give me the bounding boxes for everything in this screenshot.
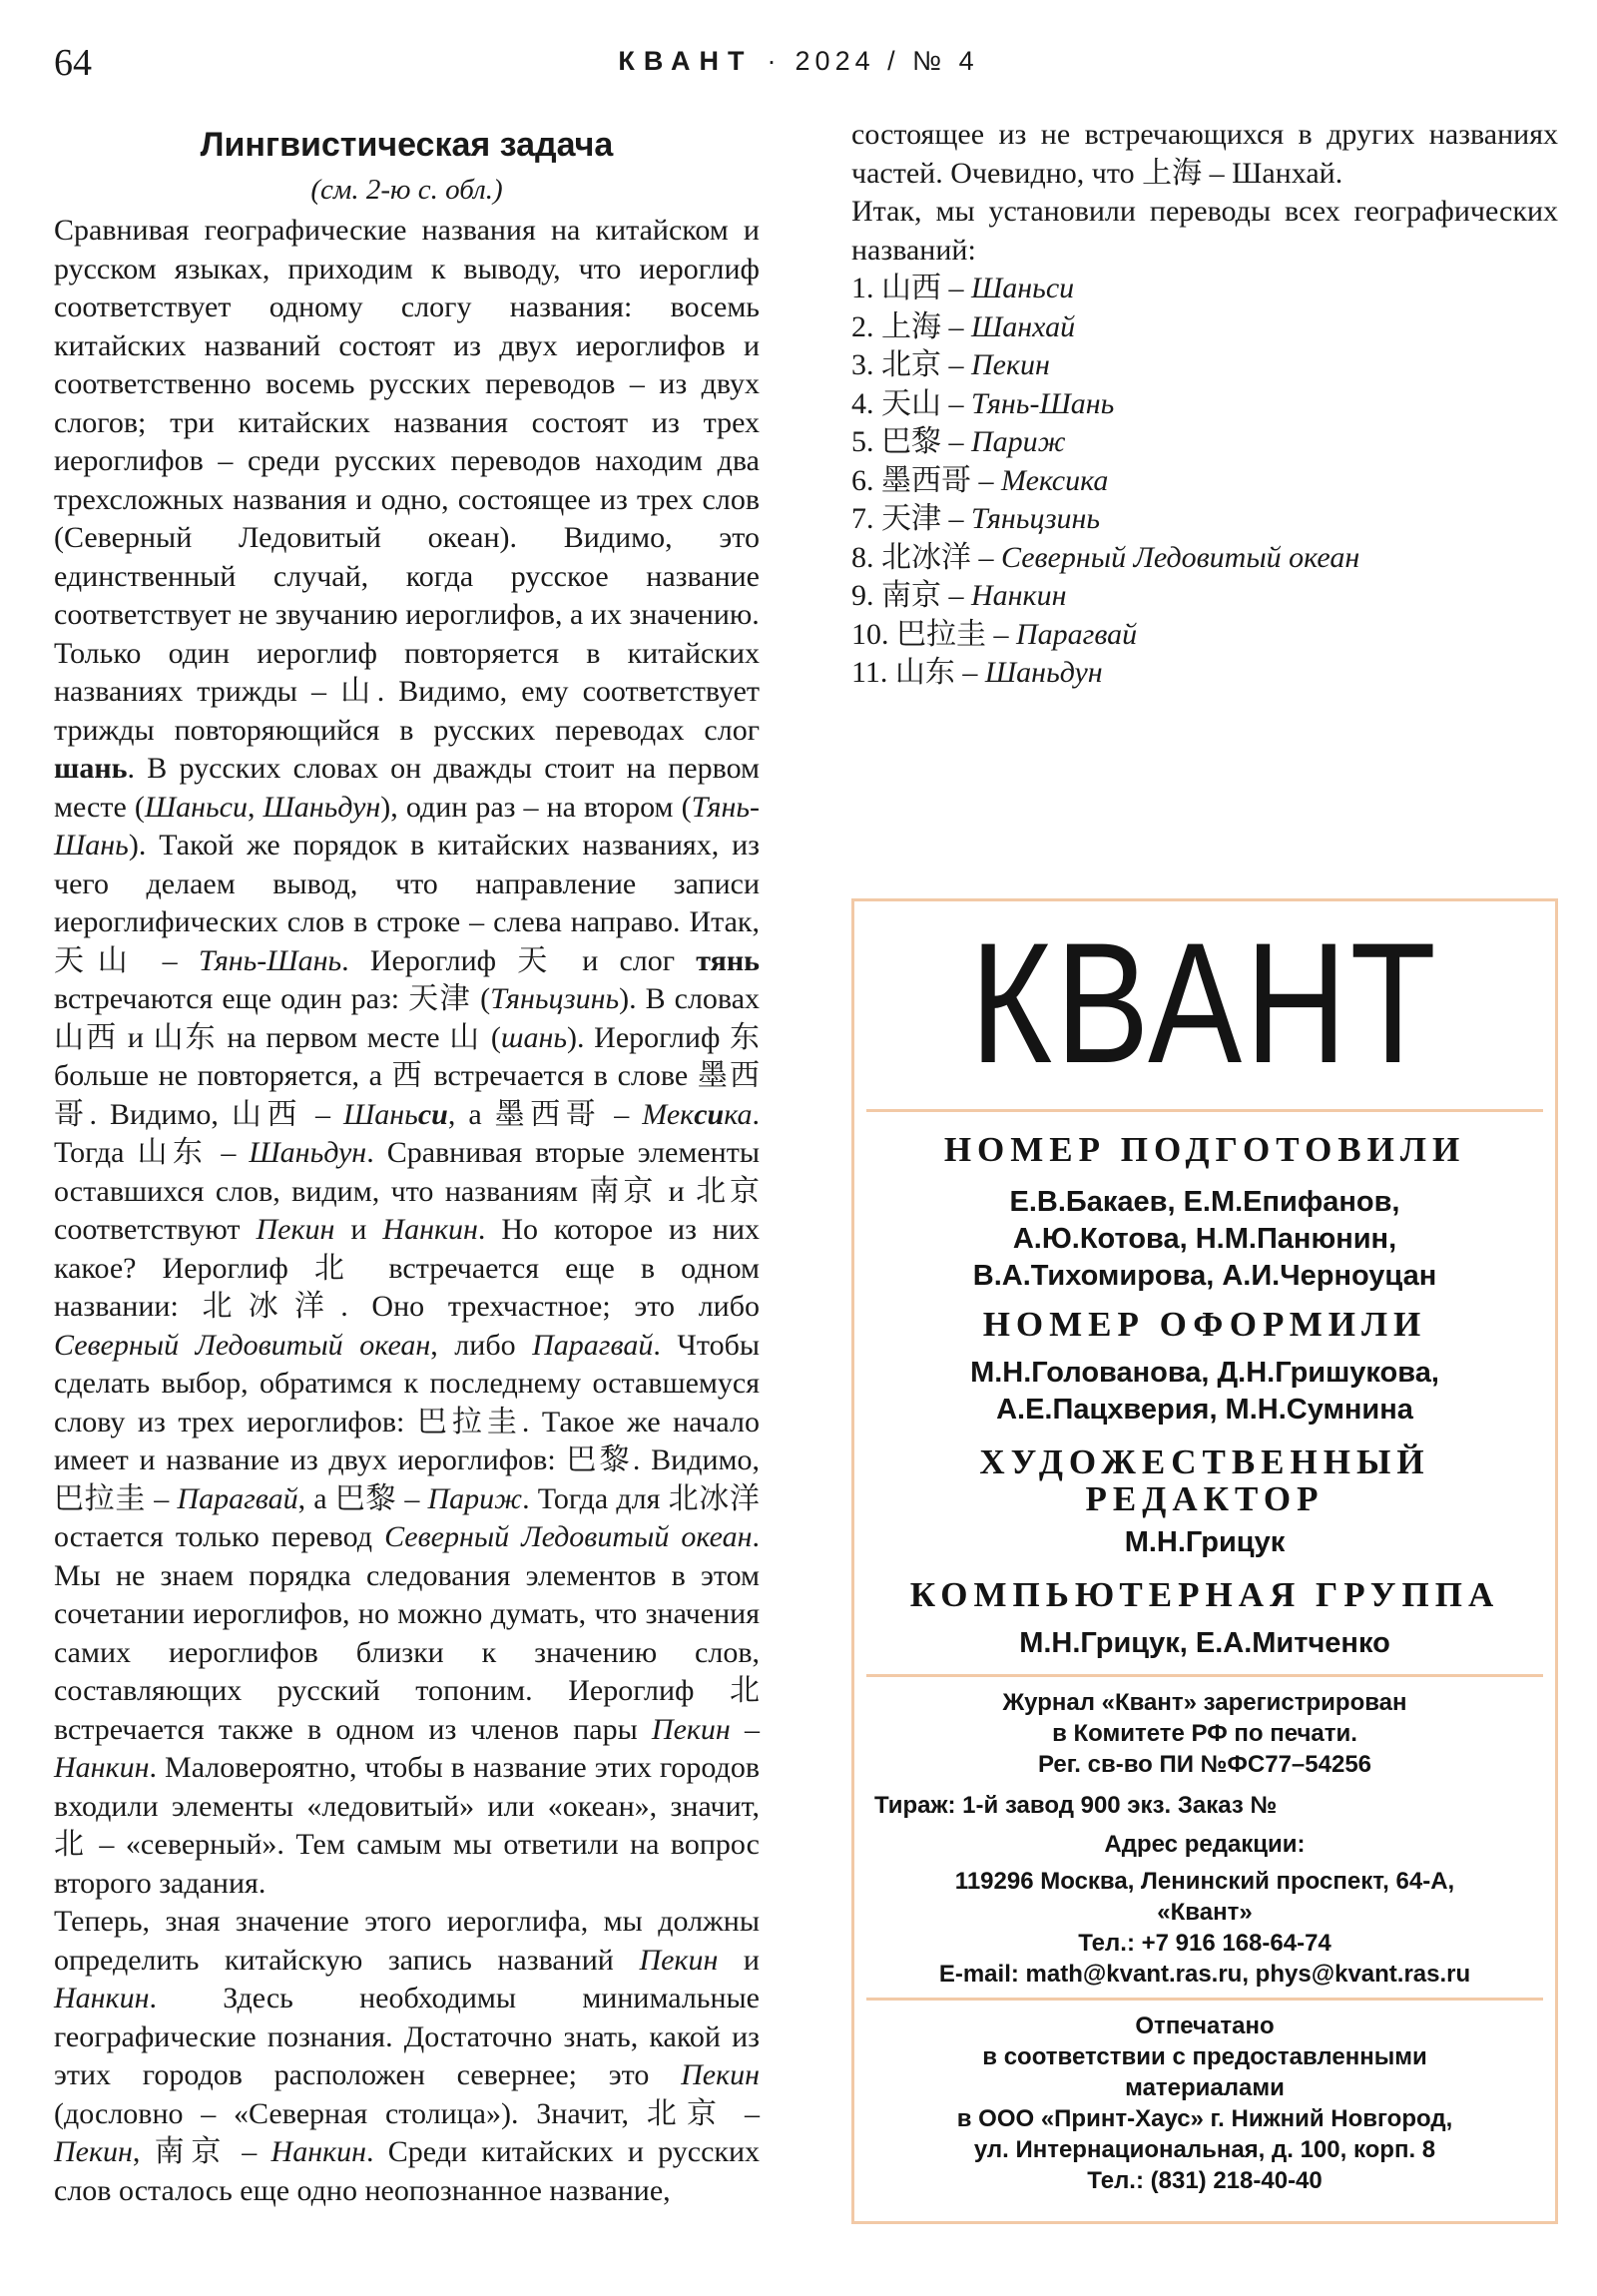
list-item: 8. 北冰洋 – Северный Ледовитый океан <box>851 540 1360 574</box>
masthead-box <box>851 898 1558 2224</box>
separator-dot: · <box>767 46 782 76</box>
paragraph-4: Итак, мы установили переводы всех географических названий: <box>851 195 1558 267</box>
address-line-2: «Квант» <box>1157 1899 1253 1926</box>
designed-names-2: А.Е.Пацхверия, М.Н.Сумнина <box>996 1394 1413 1426</box>
art-editor-heading-1: ХУДОЖЕСТВЕННЫЙ <box>979 1442 1430 1481</box>
article-left-column <box>54 118 760 2210</box>
paragraph-3: Теперь, зная значение этого иероглифа, мы должны определить китайскую запись названий Пекин и Нанкин. Здесь необходимы минимальные географические познания. Достаточно знать, какой из этих городов расположен севернее; это Пекин (дословно – «Северная столица»). Значит, 北京 – Пекин, 南京 – Нанкин. Среди китайских и русских слов осталось еще одно неопознанное название, <box>54 1905 761 2207</box>
art-editor-name: М.Н.Грицук <box>1124 1526 1286 1558</box>
list-item: 5. 巴黎 – Париж <box>851 425 1066 458</box>
print-line-4: в ООО «Принт-Хаус» г. Нижний Новгород, <box>956 2105 1453 2132</box>
list-item: 1. 山西 – Шаньси <box>851 272 1075 304</box>
registration-line-1: Журнал «Квант» зарегистрирован <box>1002 1689 1407 1716</box>
prepared-names-3: В.А.Тихомирова, А.И.Черноуцан <box>972 1260 1437 1292</box>
divider <box>866 1998 1543 2001</box>
article-right-column <box>851 116 1558 693</box>
list-item: 2. 上海 – Шанхай <box>851 309 1076 343</box>
prepared-names-2: А.Ю.Котова, Н.М.Панюнин, <box>1012 1223 1397 1255</box>
prepared-heading: НОМЕР ПОДГОТОВИЛИ <box>943 1130 1466 1169</box>
list-item: 7. 天津 – Тяньцзинь <box>851 502 1101 535</box>
answer-list <box>851 270 1558 693</box>
running-head <box>0 48 1597 75</box>
paragraph-3-continued: состоящее из не встречающихся в других названиях частей. Очевидно, что 上海 – Шанхай. <box>851 118 1558 190</box>
print-line-6: Тел.: (831) 218-40-40 <box>1087 2167 1323 2194</box>
circulation-line: Тираж: 1-й завод 900 экз. Заказ № <box>874 1792 1278 1819</box>
article-title: Лингвистическая задача <box>200 126 614 164</box>
magazine-name: КВАНТ <box>618 46 754 76</box>
list-item: 9. 南京 – Нанкин <box>851 579 1067 612</box>
registration-line-2: в Комитете РФ по печати. <box>1052 1720 1357 1747</box>
article-subtitle: (см. 2-ю с. обл.) <box>310 174 503 206</box>
email-line: E-mail: math@kvant.ras.ru, phys@kvant.ras.ru <box>938 1961 1471 1988</box>
divider <box>866 1109 1543 1112</box>
list-item: 11. 山东 – Шаньдун <box>851 656 1103 689</box>
prepared-names-1: Е.В.Бакаев, Е.М.Епифанов, <box>1009 1186 1400 1218</box>
print-line-3: материалами <box>1125 2074 1285 2101</box>
print-line-1: Отпечатано <box>1135 2012 1275 2039</box>
print-line-5: ул. Интернациональная, д. 100, корп. 8 <box>973 2136 1436 2163</box>
page-number: 64 <box>54 42 92 84</box>
paragraph-1: Сравнивая географические названия на китайском и русском языках, приходим к выводу, что иероглиф соответствует одному слогу названия: восемь китайских названий состоят из двух иероглифов и соответственно восемь русских переводов – из двух слогов; три китайских названия состоят из трех иероглифов – среди русских переводов находим два трехсложных названия и одно, состоящее из трех слов (Северный Ледовитый океан). Видимо, это единственный случай, когда русское название соответствует не звучанию иероглифов, а их значению. <box>54 214 760 631</box>
paragraph-2: Только один иероглиф повторяется в китайских названиях трижды – 山. Видимо, ему соответствует трижды повторяющийся в русских переводах слог шань. В русских словах он дважды стоит на первом месте (Шаньси, Шаньдун), один раз – на втором (Тянь-Шань). Такой же порядок в китайских названиях, из чего делаем вывод, что направление записи иероглифических слов в строке – слева направо. Итак, 天山 – Тянь-Шань. Иероглиф 天 и слог тянь встречаются еще один раз: 天津 (Тяньцзинь). В словах 山西 и 山东 на первом месте 山 (шань). Иероглиф 东 больше не повторяется, а 西 встречается в слове 墨西哥. Видимо, 山西 – Шаньси, а 墨西哥 – Мексика. Тогда 山东 – Шаньдун. Сравнивая вторые элементы оставшихся слов, видим, что названиям 南京 и 北京 соответствуют Пекин и Нанкин. Но которое из них какое? Иероглиф 北 встречается еще в одном названии: 北冰洋. Оно трехчастное; это либо Северный Ледовитый океан, либо Парагвай. Чтобы сделать выбор, обратимся к последнему оставшемуся слову из трех иероглифов: 巴拉圭. Такое же начало имеет и название из двух иероглифов: 巴黎. Видимо, 巴拉圭 – Парагвай, а 巴黎 – Париж. Тогда для 北冰洋 остается только перевод Северный Ледовитый океан. Мы не знаем порядка следования элементов в этом сочетании иероглифов, но можно думать, что значения самих иероглифов близки к значению слов, составляющих русский топоним. Иероглиф 北 встречается также в одном из членов пары Пекин – Нанкин. Маловероятно, чтобы в название этих городов входили элементы «ледовитый» или «океан», значит, 北 – «северный». Тем самым мы ответили на вопрос второго задания. <box>54 636 761 1900</box>
registration-line-3: Рег. св-во ПИ №ФС77–54256 <box>1037 1751 1372 1778</box>
art-editor-heading-2: РЕДАКТОР <box>1085 1479 1325 1518</box>
address-heading: Адрес редакции: <box>1104 1831 1306 1858</box>
designed-heading: НОМЕР ОФОРМИЛИ <box>982 1305 1427 1344</box>
magazine-logo: КВАНТ <box>969 907 1440 1099</box>
list-item: 3. 北京 – Пекин <box>851 348 1050 381</box>
list-item: 10. 巴拉圭 – Парагвай <box>851 617 1138 651</box>
print-line-2: в соответствии с предоставленными <box>982 2043 1427 2070</box>
list-item: 6. 墨西哥 – Мексика <box>851 463 1109 497</box>
issue-number: 2024 / № 4 <box>795 46 979 76</box>
computer-group-heading: КОМПЬЮТЕРНАЯ ГРУППА <box>909 1575 1500 1614</box>
address-line-1: 119296 Москва, Ленинский проспект, 64-А, <box>954 1868 1455 1895</box>
designed-names-1: М.Н.Голованова, Д.Н.Гришукова, <box>970 1357 1439 1389</box>
list-item: 4. 天山 – Тянь-Шань <box>851 386 1115 420</box>
phone-line: Тел.: +7 916 168-64-74 <box>1078 1930 1331 1957</box>
computer-group-names: М.Н.Грицук, Е.А.Митченко <box>1019 1627 1390 1659</box>
